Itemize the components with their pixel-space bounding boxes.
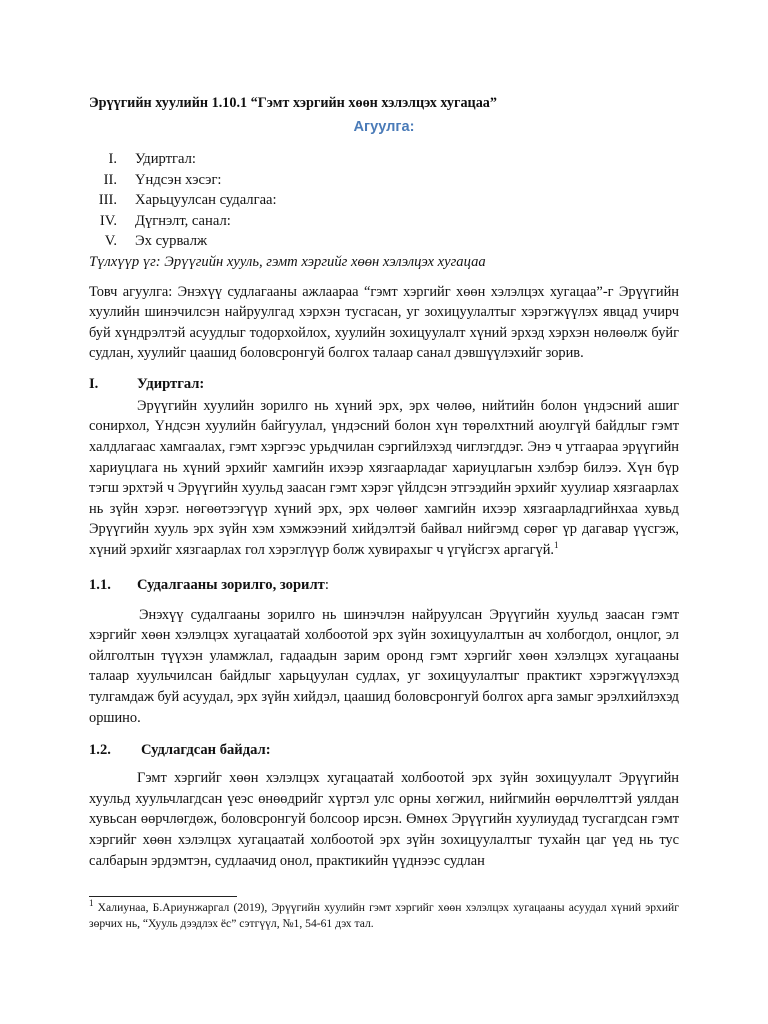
toc-item xyxy=(89,149,679,170)
research-goal-paragraph: Энэхүү судалгааны зорилго нь шинэчлэн найруулсан Эрүүгийн хуульд заасан гэмт хэргийг хөөн хэлэлцэх хугацаатай холбоотой эрх зүйн зохицуулалтын ач холбогдол, онцлог, эл ойлголтын түүхэн уламжлал, гадаадын зарим оронд гэмт хэргийг хөөн хэлэлцэх хугацааны талаар хуульчилсан байдлыг харьцуулан судлах, уг зохицуулалтыг практикт хэрэгжүүлэхэд тулгамдаж буй асуудал, эрх зүйн хийдэл, цаашид боловсронгуй болгох арга замыг эрэлхийлэхэд оршино. xyxy=(89,606,679,726)
introduction-text: Эрүүгийн хуулийн зорилго нь хүний эрх, эрх чөлөө, нийтийн болон үндэсний ашиг сонирхол, Үндсэн хуулийн байгуулал, үндэсний болон хүн төрөлхтний аюулгүй байдлыг гэмт халдлагаас хамгаалах, гэмт хэргээс урьдчилан сэргийлэхэд чиглэгддэг. Энэ ч утгаараа эрүүгийн хариуцлага нь хүний эрхийг хамгийн ихээр хязгаарладаг хариуцлагын хэлбэр билээ. Хүн бүр тэгш эрхтэй ч Эрүүгийн хуульд заасан гэмт хэрэг үйлдсэн этгээдийн эрхийг хуулиар хязгаарлах нь зүйн хэрэг. нөгөөтээгүүр хүний эрх, эрх чөлөөг хамгийн ихээр хязгаарладгийнхаа хувьд Эрүүгийн хууль эрх зүйн хэм хэмжээний хийдэлтэй байвал нийгэмд сөрөг үр дагавар үүсгэж, хүний эрхийг хязгаарлах гол хэрэглүүр болж хувирахыг ч үгүйсгэх аргагүй. xyxy=(89,397,679,559)
toc-item-number: I. xyxy=(108,151,117,167)
section-heading-literature xyxy=(89,740,679,760)
toc-item-number: V. xyxy=(104,233,117,249)
toc-item-label: Эх сурвалж xyxy=(135,233,208,249)
toc-item-label: Дүгнэлт, санал: xyxy=(135,212,231,229)
toc-title: Агуулга: xyxy=(353,119,415,135)
literature-paragraph: Гэмт хэргийг хөөн хэлэлцэх хугацаатай холбоотой эрх зүйн зохицуулалт Эрүүгийн хуульд хуульчлагдсан үеэс өнөөдрийг хүртэл улс орны хөгжил, нийгмийн өөрчлөлттэй уялдан хувьсан өөрчлөгдөж, боловсронгуй болсоор ирсэн. Өмнөх Эрүүгийн хуулиудад тусгагдсан гэмт хэргийг хөөн хэлэлцэх хугацаатай холбоотой эрх зүйн зохицуулалтыг тухайн цаг үед нь тус салбарын эрдэмтэн, судлаачид онол, практикийн үүднээс судлан xyxy=(89,770,679,869)
section-heading-research-goal xyxy=(89,575,679,595)
section-title: Судалгааны зорилго, зорилт xyxy=(137,576,325,593)
section-title: Судлагдсан байдал: xyxy=(141,742,271,759)
toc-item-number: IV. xyxy=(99,212,117,229)
section-number: I. xyxy=(89,375,99,392)
section-heading-introduction xyxy=(89,374,679,394)
toc-item-label: Харьцуулсан судалгаа: xyxy=(135,192,277,208)
section-title-colon: : xyxy=(324,576,329,593)
toc-item xyxy=(89,170,679,191)
toc-item xyxy=(89,190,679,211)
footnote-reference[interactable]: 1 xyxy=(554,540,559,551)
section-number: 1.1. xyxy=(89,576,111,593)
toc-item-label: Үндсэн хэсэг: xyxy=(135,171,222,188)
document-page xyxy=(89,95,679,871)
table-of-contents xyxy=(89,149,679,252)
abstract-paragraph: Товч агуулга: Энэхүү судлагааны ажлаараа “гэмт хэргийг хөөн хэлэлцэх хугацаа”-г Эрүүгийн хуулийн шинэчилсэн найруулгад хэрхэн тусгасан, уг зохицуулалтыг хэрэгжүүлэх явцад учирч буй хүндрэлтэй асуудлыг тодорхойлох, хуулийн зохицуулалт хүний эрхэд хэрхэн нөлөөлж буйг судлан, хуулийг цаашид боловсронгуй болгох талаар санал дэвшүүлэхийг зорив. xyxy=(89,283,679,362)
toc-item-label: Удиртгал: xyxy=(135,151,196,167)
section-number: 1.2. xyxy=(89,742,111,759)
toc-item xyxy=(89,231,679,252)
footnote-separator xyxy=(89,896,237,897)
document-title: Эрүүгийн хуулийн 1.10.1 “Гэмт хэргийн хөөн хэлэлцэх хугацаа” xyxy=(89,95,497,111)
section-title: Удиртгал: xyxy=(137,375,205,392)
introduction-paragraph xyxy=(89,396,679,561)
footnote-number: 1 xyxy=(89,898,94,909)
footnote xyxy=(89,900,679,932)
footnote-text: Халиунаа, Б.Ариунжаргал (2019), Эрүүгийн хуулийн гэмт хэргийг хөөн хэлэлцэх хугацааны асуудал хүний эрхийг зөрчих нь, “Хууль дээдлэх ёс” сэтгүүл, №1, 54-61 дэх тал. xyxy=(89,901,679,930)
toc-item xyxy=(89,211,679,232)
toc-item-number: III. xyxy=(98,192,117,208)
toc-item-number: II. xyxy=(103,171,117,188)
keywords: Түлхүүр үг: Эрүүгийн хууль, гэмт хэргийг хөөн хэлэлцэх хугацаа xyxy=(89,253,486,270)
